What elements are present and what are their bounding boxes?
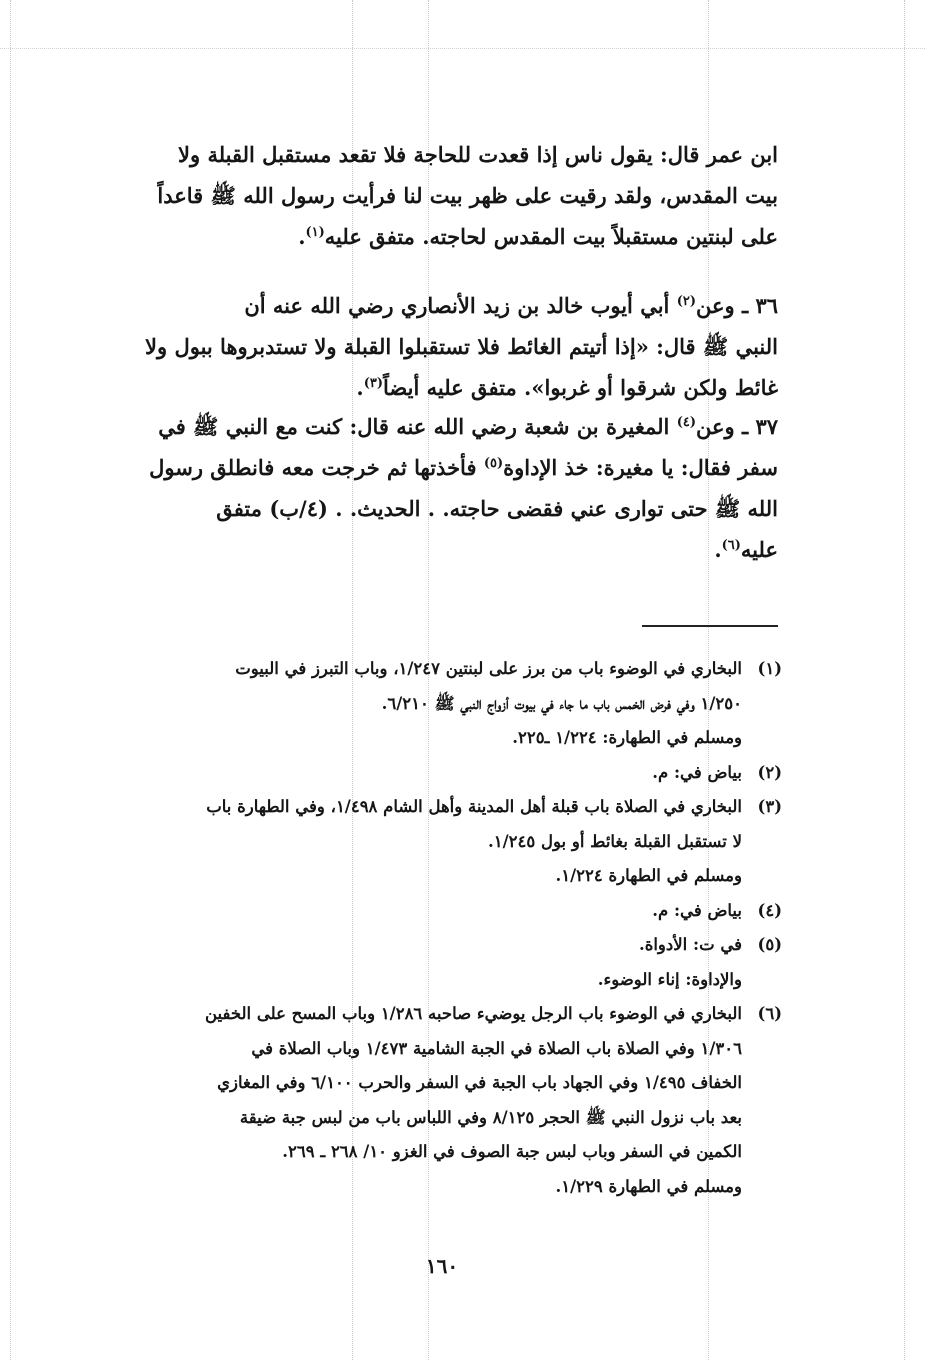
footnote-5 [86,928,782,997]
paragraph-ibn-umar [86,134,778,257]
footnote-line: ١/٢٥٠ وفي فرض الخمس باب ما جاء في بيوت أزواج النبي ﷺ ٦/٢١٠. [381,693,742,713]
hadith-36-end: . [356,375,364,400]
footnote-line: ومسلم في الطهارة: ١/٢٢٤ ـ٢٢٥. [512,728,742,747]
hadith-36-line-3: غائط ولكن شرقوا أو غربوا». متفق عليه أيضاً [383,375,778,400]
hadith-36 [86,285,778,408]
footnote-line: بياض في: م. [652,762,742,782]
footnote-line: البخاري في الوضوء باب الرجل يوضيء صاحبه ١/٢٨٦ وباب المسح على الخفين [204,1004,742,1023]
footnote-line: البخاري في الصلاة باب قبلة أهل المدينة وأهل الشام ١/٤٩٨، وفي الطهارة باب [206,797,742,816]
hadith-36-number: ٣٦ ـ وعن [696,293,778,318]
footnote-line: البخاري في الوضوء باب من برز على لبنتين ١/٢٤٧، وباب التبرز في البيوت [235,659,742,678]
footnote-number: (٣) [757,797,782,816]
footnote-6 [86,997,782,1204]
footnote-ref-2: (٢) [676,294,696,309]
footnote-line: في ت: الأدواة. [638,935,742,954]
hadith-37-line-2a: سفر فقال: يا مغيرة: خذ الإداوة [503,455,778,480]
hadith-37-line-1: المغيرة بن شعبة رضي الله عنه قال: كنت مع النبي ﷺ في [158,414,677,439]
footnote-1 [86,652,782,756]
page-number: ١٦٠ [425,1254,459,1278]
footnote-2 [86,756,782,791]
hadith-37-number: ٣٧ ـ وعن [696,414,778,439]
footnote-ref-1: (١) [305,225,325,240]
para1-line-2: بيت المقدس، ولقد رقيت على ظهر بيت لنا فرأيت رسول الله ﷺ قاعداً [157,183,778,208]
footnote-line: بعد باب نزول النبي ﷺ الحجر ٨/١٢٥ وفي اللباس باب من لبس جبة ضيقة [239,1107,742,1127]
footnote-ref-4: (٤) [676,415,696,430]
footnote-line: والإداوة: إناء الوضوء. [597,969,742,989]
scan-dots-top [0,48,925,49]
para1-line-1: ابن عمر قال: يقول ناس إذا قعدت للحاجة فلا تقعد مستقبل القبلة ولا [178,142,778,167]
footnote-line: ومسلم في الطهارة ١/٢٢٤. [555,866,742,885]
scan-dots-right [904,0,905,1360]
footnote-line: الكمين في السفر وباب لبس جبة الصوف في الغزو ١٠/ ٢٦٨ ـ ٢٦٩. [282,1142,742,1161]
footnote-line: الخفاف ١/٤٩٥ وفي الجهاد باب الجبة في السفر والحرب ٦/١٠٠ وفي المغازي [217,1073,742,1092]
footnote-ref-6: (٦) [721,538,741,553]
footnote-number: (٤) [757,900,782,920]
hadith-37 [86,406,778,570]
footnotes [86,652,782,1204]
footnote-number: (٥) [757,935,782,954]
footnote-number: (١) [757,659,782,678]
footnote-ref-5: (٥) [483,456,504,471]
footnote-separator [642,625,778,627]
hadith-36-line-2: النبي ﷺ قال: «إذا أتيتم الغائط فلا تستقبلوا القبلة ولا تستدبروها ببول ولا [145,334,778,359]
hadith-37-line-4: عليه [740,537,778,562]
main-text [86,134,778,570]
hadith-37-line-2b: فأخذتها ثم خرجت معه فانطلق رسول [149,455,484,480]
hadith-36-line-1: أبي أيوب خالد بن زيد الأنصاري رضي الله عنه أن [244,293,677,318]
scan-dots-left [10,0,11,1360]
footnote-line: بياض في: م. [652,900,742,920]
footnote-ref-3: (٣) [363,376,384,391]
footnote-number: (٢) [757,762,782,782]
footnote-line: ١/٣٠٦ وفي الصلاة باب الصلاة في الجبة الشامية ١/٤٧٣ وباب الصلاة في [251,1038,742,1058]
footnote-line: ومسلم في الطهارة ١/٢٢٩. [555,1176,742,1196]
hadith-37-line-3: الله ﷺ حتى توارى عني فقضى حاجته. . الحديث. . (٤/ب) متفق [216,496,778,521]
para1-line-3: على لبنتين مستقبلاً بيت المقدس لحاجته. متفق عليه [324,224,778,249]
footnote-4 [86,894,782,929]
footnote-number: (٦) [757,1004,782,1023]
hadith-37-end: . [714,537,722,562]
footnote-line: لا تستقبل القبلة بغائط أو بول ١/٢٤٥. [488,831,742,851]
footnote-3 [86,790,782,894]
para1-end: . [298,224,306,249]
